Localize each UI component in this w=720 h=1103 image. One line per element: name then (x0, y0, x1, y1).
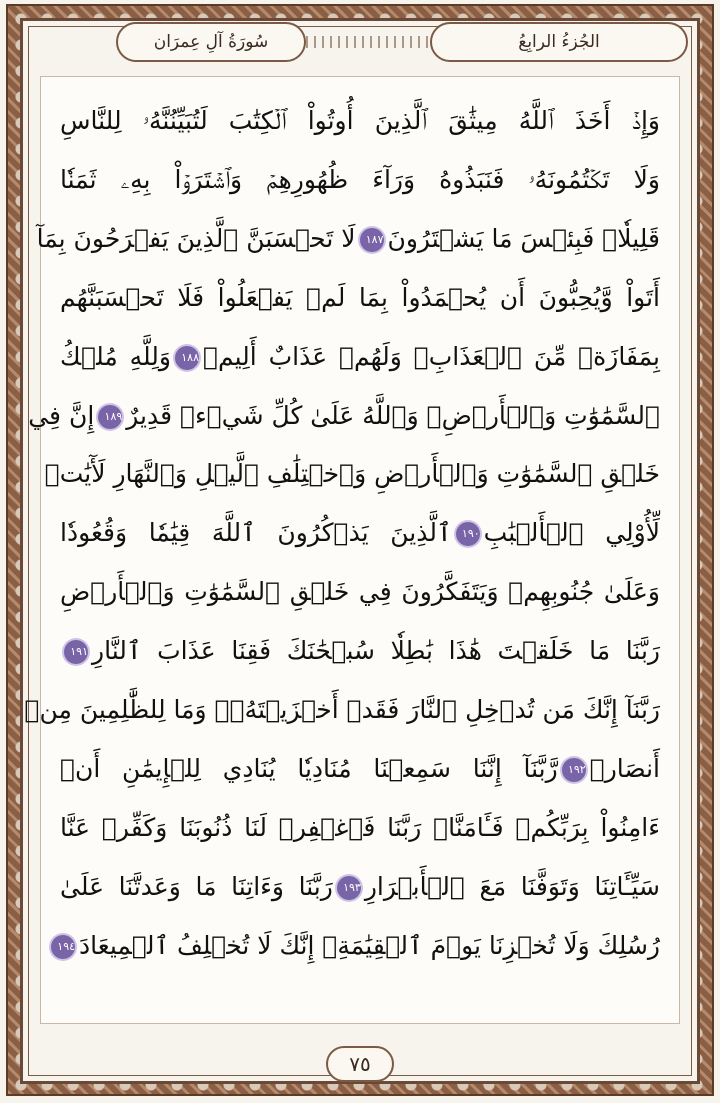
verse-text: رَبَّنَآ إِنَّكَ مَن تُدۡخِلِ ٱلنَّارَ فَقَدۡ أَخۡزَيۡتَهُۥۖ وَمَا لِلظَّٰلِمِينَ مِنۡ (24, 695, 660, 724)
page-number: ٧٥ (326, 1046, 394, 1082)
verse-line (60, 799, 660, 857)
verse-line (60, 328, 660, 386)
verse-line (57, 917, 660, 975)
verse-line (36, 210, 660, 268)
verse-text: ءَامِنُواْ بِرَبِّكُمۡ فَـَٔامَنَّاۚ رَبَّنَا فَٱغۡفِرۡ لَنَا ذُنُوبَنَا وَكَفِّرۡ عَنَّا (60, 812, 660, 842)
verse-text: وَعَلَىٰ جُنُوبِهِمۡ وَيَتَفَكَّرُونَ فِي خَلۡقِ ٱلسَّمَٰوَٰتِ وَٱلۡأَرۡضِ (60, 577, 660, 607)
verse-text: خَلۡقِ ٱلسَّمَٰوَٰتِ وَٱلۡأَرۡضِ وَٱخۡتِلَٰفِ ٱلَّيۡلِ وَٱلنَّهَارِ لَأٓيَٰتٖ (44, 459, 660, 489)
ayah-number-marker: ١٨٩ (98, 405, 122, 429)
verse-text: رُسُلِكَ وَلَا تُخۡزِنَا يَوۡمَ ٱلۡقِيَٰمَةِۖ إِنَّكَ لَا تُخۡلِفُ ٱلۡمِيعَادَ (79, 930, 660, 960)
juz-label: الجُزءُ الرابِعُ (430, 22, 688, 62)
ayah-number-marker: ١٩١ (64, 640, 88, 664)
verse-line (24, 681, 660, 739)
verse-text: لَا تَحۡسَبَنَّ ٱلَّذِينَ يَفۡرَحُونَ بِمَآ (36, 223, 356, 253)
verse-line (60, 151, 660, 209)
verse-text: سَيِّـَٔاتِنَا وَتَوَفَّنَا مَعَ ٱلۡأَبۡرَارِ (364, 871, 660, 901)
verse-line (60, 740, 660, 798)
ayah-number-marker: ١٩٢ (562, 758, 586, 782)
verse-text: وَإِذۡ أَخَذَ ٱللَّهُ مِيثَٰقَ ٱلَّذِينَ أُوتُواْ ٱلۡكِتَٰبَ لَتُبَيِّنُنَّهُۥ لِلنَّاسِ (60, 106, 660, 135)
verse-text: أَنصَارٖ (589, 753, 660, 783)
verse-text: قَلِيلٗاۖ فَبِئۡسَ مَا يَشۡتَرُونَ (387, 223, 660, 253)
verse-text: وَلِلَّهِ مُلۡكُ (60, 341, 171, 371)
ayah-number-marker: ١٩٠ (456, 522, 480, 546)
verse-line (60, 269, 660, 327)
verse-text: إِنَّ فِي (28, 400, 95, 430)
ayah-number-marker: ١٨٨ (175, 346, 199, 370)
verse-text: بِمَفَازَةٖ مِّنَ ٱلۡعَذَابِۖ وَلَهُمۡ عَذَابٌ أَلِيمٞ (202, 341, 660, 371)
verse-line (60, 622, 660, 680)
surah-label: سُورَةُ آلِ عِمرَان (116, 22, 306, 62)
verse-text: وَلَا تَكۡتُمُونَهُۥ فَنَبَذُوهُ وَرَآءَ ظُهُورِهِمۡ وَٱشۡتَرَوۡاْ بِهِۦ ثَمَنٗا (60, 164, 660, 194)
ayah-number-marker: ١٩٤ (51, 935, 75, 959)
ayah-number-marker: ١٨٧ (360, 228, 384, 252)
verse-line (44, 445, 660, 503)
verse-line (60, 504, 660, 562)
verse-text: رَبَّنَا وَءَاتِنَا مَا وَعَدتَّنَا عَلَىٰ (60, 871, 333, 901)
verse-line (60, 858, 660, 916)
verse-text: لِّأُوْلِي ٱلۡأَلۡبَٰبِ (483, 518, 660, 548)
verse-text: رَّبَّنَآ إِنَّنَا سَمِعۡنَا مُنَادِيٗا يُنَادِي لِلۡإِيمَٰنِ أَنۡ (60, 753, 558, 783)
ayah-number-marker: ١٩٣ (337, 876, 361, 900)
verse-text: ٱلَّذِينَ يَذۡكُرُونَ ٱللَّهَ قِيَٰمٗا وَقُعُودٗا (60, 518, 452, 548)
verse-text: أَتَواْ وَّيُحِبُّونَ أَن يُحۡمَدُواْ بِمَا لَمۡ يَفۡعَلُواْ فَلَا تَحۡسَبَنَّهُم (60, 282, 660, 312)
verse-line (28, 387, 660, 445)
header-ornament (306, 36, 430, 48)
verse-line (60, 92, 660, 150)
verse-line (60, 563, 660, 621)
verse-text: ٱلسَّمَٰوَٰتِ وَٱلۡأَرۡضِۗ وَٱللَّهُ عَلَىٰ كُلِّ شَيۡءٖ قَدِيرٌ (126, 400, 660, 430)
verse-text: رَبَّنَا مَا خَلَقۡتَ هَٰذَا بَٰطِلٗا سُبۡحَٰنَكَ فَقِنَا عَذَابَ ٱلنَّارِ (92, 636, 660, 666)
